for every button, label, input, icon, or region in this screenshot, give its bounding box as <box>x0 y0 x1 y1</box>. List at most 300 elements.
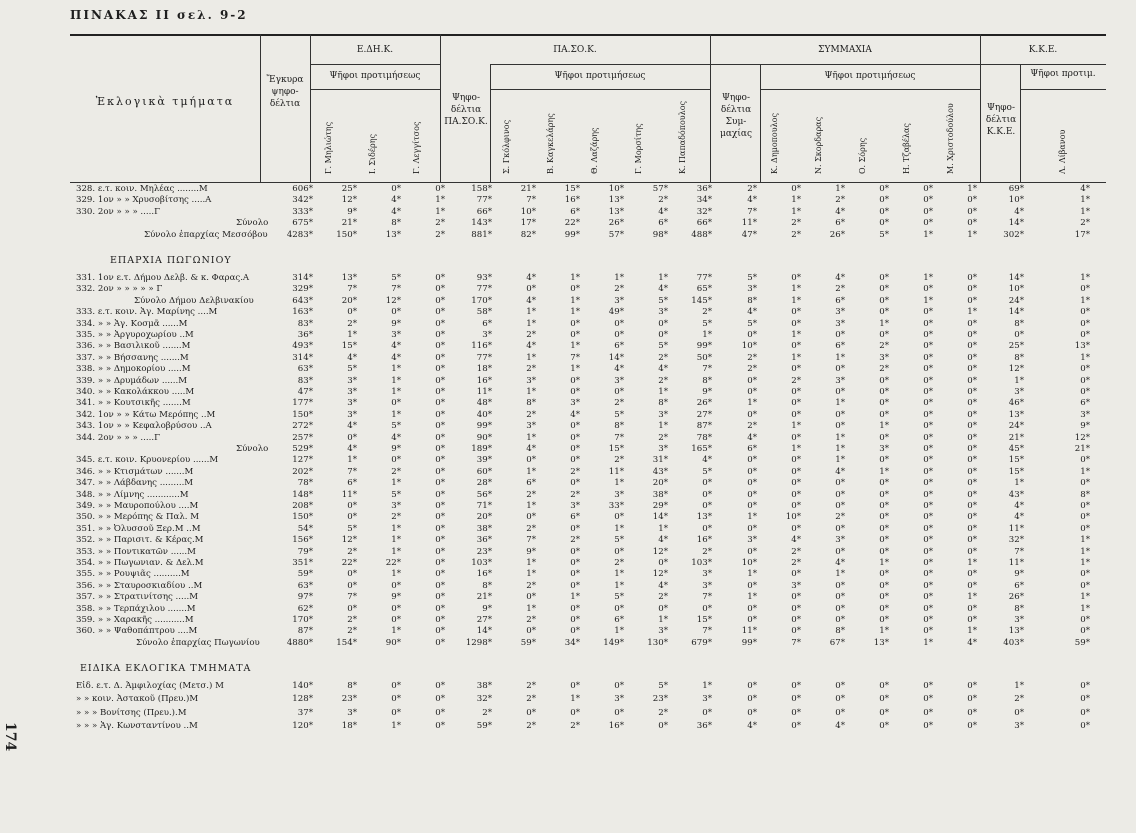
row-label: 347. » » Λάβδανης .........Μ <box>76 478 194 489</box>
table-cell: 7* <box>347 592 357 603</box>
table-cell: 0* <box>1080 478 1090 489</box>
table-cell: 4* <box>391 341 401 352</box>
table-cell: 156* <box>292 535 313 546</box>
table-cell: 65* <box>696 284 712 295</box>
table-cell: 5* <box>347 364 357 375</box>
table-cell: 4* <box>391 195 401 206</box>
table-cell: 47* <box>741 229 757 240</box>
table-cell: 1* <box>791 195 801 206</box>
table-cell: 0* <box>879 409 889 420</box>
table-cell: 0* <box>614 707 624 718</box>
table-cell: 0* <box>835 421 845 432</box>
table-cell: 1* <box>391 569 401 580</box>
table-cell: 0* <box>435 720 445 731</box>
table-cell: 78* <box>297 478 313 489</box>
table-cell: 4* <box>570 409 580 420</box>
table-cell: 14* <box>1008 273 1024 283</box>
table-cell: 4* <box>967 637 977 648</box>
table-cell: 1* <box>1080 273 1090 283</box>
table-cell: 3* <box>347 409 357 420</box>
table-cell: 1* <box>614 478 624 489</box>
table-cell: 3* <box>835 535 845 546</box>
table-cell: 2* <box>347 615 357 625</box>
table-row <box>0 708 1136 719</box>
table-cell: 1* <box>526 569 536 580</box>
table-cell: 0* <box>791 409 801 420</box>
table-cell: 43* <box>652 466 668 477</box>
table-cell: 13* <box>608 195 624 206</box>
table-cell: 14* <box>652 512 668 523</box>
table-cell: 3* <box>702 569 712 580</box>
table-cell: 0* <box>967 364 977 375</box>
table-cell: 0* <box>879 546 889 557</box>
table-cell: 18* <box>341 720 357 731</box>
table-cell: 0* <box>435 444 445 454</box>
table-cell: 0* <box>923 432 933 443</box>
table-cell: 0* <box>435 489 445 500</box>
table-cell: 2* <box>526 364 536 375</box>
table-cell: 314* <box>292 273 313 283</box>
table-cell: 643* <box>292 295 313 306</box>
table-cell: 1* <box>923 295 933 306</box>
table-cell: 26* <box>1008 592 1024 603</box>
table-cell: 0* <box>747 489 757 500</box>
table-cell: 2* <box>658 432 668 443</box>
table-cell: 4* <box>835 466 845 477</box>
table-cell: 38* <box>476 523 492 534</box>
table-cell: 0* <box>923 341 933 352</box>
row-label: 337. » » Βήσσανης .......Μ <box>76 352 189 363</box>
table-cell: 143* <box>471 218 492 229</box>
table-cell: 0* <box>923 387 933 397</box>
table-cell: 0* <box>967 707 977 718</box>
table-cell: 0* <box>526 455 536 466</box>
row-label: 352. » » Παρισιτ. & Κέρας.Μ <box>76 535 204 546</box>
table-cell: 0* <box>570 580 580 591</box>
table-cell: 12* <box>341 535 357 546</box>
table-row <box>0 535 1136 546</box>
table-cell: 39* <box>476 455 492 466</box>
table-cell: 0* <box>923 720 933 731</box>
table-cell: 23* <box>476 546 492 557</box>
table-cell: 0* <box>835 409 845 420</box>
table-cell: 0* <box>1080 523 1090 534</box>
table-row <box>0 721 1136 732</box>
table-cell: 529* <box>292 444 313 454</box>
table-cell: 3* <box>1080 409 1090 420</box>
party-symmaxia: ΣΥΜΜΑΧΙΑ <box>818 45 872 55</box>
table-cell: 0* <box>435 681 445 692</box>
table-cell: 4* <box>658 535 668 546</box>
table-cell: 67* <box>829 637 845 648</box>
table-cell: 0* <box>435 603 445 614</box>
row-label: 341. » » Κουτσικῆς .......Μ <box>76 398 191 409</box>
table-cell: 22* <box>564 218 580 229</box>
table-cell: 0* <box>347 512 357 523</box>
table-cell: 8* <box>482 580 492 591</box>
table-cell: 4* <box>347 421 357 432</box>
table-cell: 0* <box>1080 694 1090 705</box>
table-cell: 1* <box>1080 603 1090 614</box>
table-cell: 1* <box>879 558 889 568</box>
table-cell: 2* <box>570 535 580 546</box>
table-cell: 0* <box>435 375 445 386</box>
table-cell: 1* <box>570 694 580 705</box>
table-cell: 148* <box>292 489 313 500</box>
table-cell: 23* <box>652 694 668 705</box>
table-cell: 0* <box>347 501 357 511</box>
table-cell: 77* <box>476 195 492 206</box>
table-cell: 0* <box>879 284 889 295</box>
table-cell: 3* <box>570 501 580 511</box>
table-cell: 9* <box>526 546 536 557</box>
table-cell: 7* <box>347 466 357 477</box>
table-cell: 0* <box>391 603 401 614</box>
table-cell: 15* <box>1008 466 1024 477</box>
table-cell: 3* <box>347 387 357 397</box>
table-cell: 0* <box>1080 387 1090 397</box>
table-cell: 0* <box>879 720 889 731</box>
row-label: 344. 2ον » » » .....Γ <box>76 432 161 443</box>
table-cell: 0* <box>923 626 933 637</box>
table-cell: 37* <box>297 707 313 718</box>
row-label: 350. » » Μερόπης & Παλ. Μ <box>76 512 200 523</box>
table-cell: 1* <box>835 444 845 454</box>
table-cell: 0* <box>967 455 977 466</box>
table-cell: 0* <box>658 603 668 614</box>
table-cell: 0* <box>347 307 357 318</box>
table-cell: 0* <box>702 603 712 614</box>
table-cell: 0* <box>879 206 889 217</box>
table-cell: 1* <box>791 295 801 306</box>
table-cell: 6* <box>570 206 580 217</box>
table-cell: 0* <box>347 580 357 591</box>
row-label: 360. » » Ψαθοπάπτρου ....Μ <box>76 626 198 637</box>
table-cell: 36* <box>297 330 313 340</box>
table-cell: 6* <box>614 341 624 352</box>
party-symmaxia-ballots: Ψηφο-δέλτια Συμ-μαχίας <box>719 93 753 139</box>
table-cell: 6* <box>835 341 845 352</box>
table-cell: 0* <box>879 273 889 283</box>
table-cell: 2* <box>482 707 492 718</box>
table-cell: 4* <box>835 206 845 217</box>
table-cell: 4* <box>702 455 712 466</box>
table-cell: 0* <box>923 455 933 466</box>
table-cell: 0* <box>967 694 977 705</box>
table-cell: 0* <box>967 341 977 352</box>
table-cell: 0* <box>879 512 889 523</box>
table-cell: 22* <box>341 558 357 568</box>
table-cell: 43* <box>1008 489 1024 500</box>
table-cell: 98* <box>652 229 668 240</box>
table-cell: 6* <box>658 218 668 229</box>
row-label: 335. » » Ἀργυροχωρίου ..Μ <box>76 330 194 340</box>
table-cell: 59* <box>476 720 492 731</box>
table-cell: 116* <box>471 341 492 352</box>
table-cell: 0* <box>967 398 977 409</box>
table-cell: 0* <box>747 478 757 489</box>
table-cell: 3* <box>614 489 624 500</box>
table-cell: 0* <box>435 535 445 546</box>
table-cell: 0* <box>923 364 933 375</box>
table-row <box>0 615 1136 626</box>
table-cell: 0* <box>967 295 977 306</box>
table-cell: 0* <box>923 523 933 534</box>
table-cell: 6* <box>835 295 845 306</box>
table-row <box>0 604 1136 615</box>
table-row <box>0 296 1136 307</box>
table-cell: 62* <box>297 603 313 614</box>
table-cell: 2* <box>835 284 845 295</box>
table-cell: 1* <box>1080 592 1090 603</box>
table-cell: 1* <box>614 273 624 283</box>
row-label: 351. » » Ὀλυσσοῦ Ξερ.Μ ..Μ <box>76 523 201 534</box>
table-cell: 0* <box>658 558 668 568</box>
table-cell: 150* <box>336 229 357 240</box>
table-cell: 2* <box>791 375 801 386</box>
table-cell: 0* <box>435 626 445 637</box>
table-cell: 150* <box>292 512 313 523</box>
table-cell: 34* <box>696 195 712 206</box>
table-cell: 13* <box>341 273 357 283</box>
table-cell: 11* <box>1008 523 1024 534</box>
table-row <box>0 433 1136 444</box>
table-cell: 158* <box>471 184 492 194</box>
table-cell: 0* <box>570 375 580 386</box>
table-cell: 28* <box>476 478 492 489</box>
table-cell: 0* <box>747 615 757 625</box>
candidate-label: Σ. Γκόλφινος <box>502 119 511 174</box>
table-cell: 4283* <box>286 229 313 240</box>
table-cell: 202* <box>292 466 313 477</box>
table-cell: 0* <box>791 489 801 500</box>
table-cell: 99* <box>741 637 757 648</box>
table-cell: 302* <box>1003 229 1024 240</box>
table-cell: 0* <box>435 421 445 432</box>
table-cell: 2* <box>747 184 757 194</box>
table-cell: 170* <box>292 615 313 625</box>
table-cell: 0* <box>967 580 977 591</box>
table-cell: 0* <box>747 501 757 511</box>
table-cell: 0* <box>923 444 933 454</box>
table-cell: 0* <box>967 466 977 477</box>
table-cell: 5* <box>658 295 668 306</box>
table-cell: 1* <box>658 421 668 432</box>
row-label: 345. ε.τ. κοιν. Κρυονερίου ......Μ <box>76 455 219 466</box>
table-cell: 3* <box>1014 387 1024 397</box>
table-cell: 10* <box>1008 284 1024 295</box>
table-cell: 1* <box>570 592 580 603</box>
table-row <box>0 376 1136 387</box>
table-cell: 1* <box>1080 206 1090 217</box>
table-cell: 1* <box>526 307 536 318</box>
table-cell: 0* <box>967 318 977 329</box>
row-label: 348. » » Λίμνης ............Μ <box>76 489 189 500</box>
table-cell: 3* <box>1014 720 1024 731</box>
table-cell: 31* <box>652 455 668 466</box>
table-cell: 12* <box>1074 432 1090 443</box>
table-cell: 8* <box>658 398 668 409</box>
table-cell: 0* <box>747 330 757 340</box>
table-cell: 3* <box>526 421 536 432</box>
table-cell: 2* <box>747 352 757 363</box>
table-cell: 8* <box>347 681 357 692</box>
table-cell: 2* <box>658 195 668 206</box>
table-cell: 0* <box>435 273 445 283</box>
table-cell: 0* <box>923 284 933 295</box>
table-cell: 103* <box>471 558 492 568</box>
row-label: 355. » » Ρουψιᾶς ..........Μ <box>76 569 190 580</box>
table-cell: 3* <box>879 352 889 363</box>
table-cell: 1* <box>835 352 845 363</box>
table-cell: 0* <box>702 489 712 500</box>
table-cell: 0* <box>923 603 933 614</box>
table-cell: 13* <box>1074 341 1090 352</box>
table-cell: 57* <box>608 229 624 240</box>
table-cell: 3* <box>614 375 624 386</box>
table-cell: 10* <box>1008 195 1024 206</box>
table-cell: 0* <box>923 307 933 318</box>
table-cell: 1* <box>791 444 801 454</box>
row-label: 328. ε.τ. κοιν. Μηλέας ........Μ <box>76 184 208 194</box>
table-row <box>0 558 1136 569</box>
party-kke-ballots: Ψηφο-δέλτια Κ.Κ.Ε. <box>985 103 1017 137</box>
table-cell: 0* <box>879 330 889 340</box>
table-cell: 12* <box>652 546 668 557</box>
table-cell: 0* <box>570 558 580 568</box>
table-row <box>0 410 1136 421</box>
table-cell: 16* <box>564 195 580 206</box>
table-cell: 0* <box>391 184 401 194</box>
row-label: » » » Ἁγ. Κωνσταντίνου ..Μ <box>76 720 198 731</box>
table-cell: 2* <box>835 512 845 523</box>
table-cell: 1* <box>658 273 668 283</box>
table-cell: 87* <box>696 421 712 432</box>
table-cell: 0* <box>967 512 977 523</box>
table-cell: 8* <box>747 295 757 306</box>
table-cell: 59* <box>520 637 536 648</box>
table-cell: 2* <box>835 195 845 206</box>
table-cell: 0* <box>923 592 933 603</box>
table-cell: 1* <box>526 352 536 363</box>
table-cell: 0* <box>967 523 977 534</box>
table-cell: 0* <box>614 387 624 397</box>
table-cell: 0* <box>435 478 445 489</box>
table-cell: 0* <box>435 341 445 352</box>
table-cell: 0* <box>967 409 977 420</box>
candidate-label: Μ. Χριστοδούλου <box>946 103 955 174</box>
table-row <box>0 207 1136 218</box>
table-cell: 1* <box>835 569 845 580</box>
table-cell: 3* <box>835 375 845 386</box>
row-label: 333. ε.τ. κοιν. Ἁγ. Μαρίνης ....Μ <box>76 307 218 318</box>
table-cell: 0* <box>791 364 801 375</box>
table-cell: 14* <box>1008 307 1024 318</box>
table-row <box>0 569 1136 580</box>
table-cell: 488* <box>691 229 712 240</box>
table-cell: 0* <box>1080 318 1090 329</box>
table-cell: 0* <box>879 489 889 500</box>
table-cell: 0* <box>747 466 757 477</box>
table-cell: 1* <box>967 558 977 568</box>
table-cell: 56* <box>476 489 492 500</box>
table-cell: 4* <box>791 535 801 546</box>
table-row <box>0 524 1136 535</box>
table-cell: 78* <box>696 432 712 443</box>
table-cell: 7* <box>702 592 712 603</box>
table-cell: 0* <box>435 694 445 705</box>
table-cell: 0* <box>435 295 445 306</box>
table-cell: 58* <box>476 307 492 318</box>
table-cell: 0* <box>967 501 977 511</box>
table-cell: 679* <box>691 637 712 648</box>
table-cell: 1* <box>1080 195 1090 206</box>
row-label: 358. » » Τερπάχιλου .......Μ <box>76 603 196 614</box>
table-cell: 103* <box>691 558 712 568</box>
table-cell: 0* <box>835 615 845 625</box>
table-cell: 1* <box>1080 295 1090 306</box>
table-cell: 22* <box>385 558 401 568</box>
table-cell: 12* <box>341 195 357 206</box>
table-cell: 0* <box>923 184 933 194</box>
table-row <box>0 364 1136 375</box>
table-cell: 23* <box>341 694 357 705</box>
table-cell: 1* <box>1014 375 1024 386</box>
table-cell: 329* <box>292 284 313 295</box>
table-cell: 21* <box>476 592 492 603</box>
table-cell: 0* <box>435 637 445 648</box>
table-cell: 2* <box>1014 694 1024 705</box>
table-cell: 2* <box>526 615 536 625</box>
table-cell: 0* <box>570 569 580 580</box>
table-cell: 1* <box>791 206 801 217</box>
table-cell: 1* <box>391 387 401 397</box>
table-cell: 0* <box>791 466 801 477</box>
table-cell: 150* <box>292 409 313 420</box>
table-cell: 0* <box>791 615 801 625</box>
table-cell: 120* <box>292 720 313 731</box>
table-cell: 15* <box>608 444 624 454</box>
table-cell: 0* <box>702 707 712 718</box>
table-cell: 97* <box>297 592 313 603</box>
table-cell: 2* <box>879 341 889 352</box>
table-cell: 12* <box>385 295 401 306</box>
table-cell: 0* <box>747 681 757 692</box>
table-cell: 0* <box>967 195 977 206</box>
table-cell: 0* <box>526 512 536 523</box>
table-cell: 66* <box>696 218 712 229</box>
table-cell: 1* <box>791 330 801 340</box>
table-cell: 0* <box>923 352 933 363</box>
row-label: 343. 1ον » » Κεφαλοβρύσου ..Α <box>76 421 212 432</box>
table-row <box>0 444 1136 455</box>
table-cell: 1* <box>347 455 357 466</box>
table-row <box>0 421 1136 432</box>
table-cell: 0* <box>879 707 889 718</box>
table-cell: 5* <box>658 341 668 352</box>
table-cell: 50* <box>696 352 712 363</box>
table-cell: 4* <box>835 720 845 731</box>
table-cell: 1* <box>391 546 401 557</box>
table-cell: 0* <box>614 603 624 614</box>
table-cell: 2* <box>791 229 801 240</box>
table-cell: 1* <box>526 466 536 477</box>
table-cell: 4* <box>526 341 536 352</box>
candidate-label: Β. Καγκελάρης <box>546 113 555 174</box>
table-cell: 1* <box>658 523 668 534</box>
table-cell: 12* <box>652 569 668 580</box>
table-cell: 13* <box>608 206 624 217</box>
